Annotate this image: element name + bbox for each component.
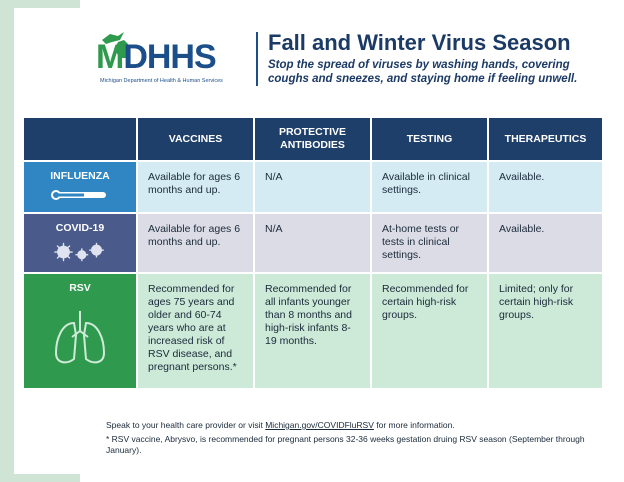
- header-testing: TESTING: [372, 118, 487, 160]
- covid-flu-rsv-link[interactable]: Michigan.gov/COVIDFluRSV: [265, 420, 374, 430]
- logo-wordmark: MDHHS: [96, 38, 216, 76]
- footer-info-line: [106, 420, 455, 430]
- row-label-rsv: [24, 274, 136, 388]
- cell-covid-antibodies: N/A: [255, 214, 370, 272]
- row-label-influenza: [24, 162, 136, 212]
- table-row-rsv: [24, 274, 602, 388]
- cell-influenza-testing: Available in clinical settings.: [372, 162, 487, 212]
- table-row-influenza: [24, 162, 602, 212]
- header-blank: [24, 118, 136, 160]
- footer-text-post: for more information.: [373, 420, 455, 430]
- cell-covid-therapeutics: Available.: [489, 214, 602, 272]
- row-label-text: COVID-19: [55, 222, 105, 234]
- cell-influenza-antibodies: N/A: [255, 162, 370, 212]
- cell-covid-testing: At-home tests or tests in clinical settings.: [372, 214, 487, 272]
- row-label-text: INFLUENZA: [50, 170, 110, 182]
- cell-covid-vaccines: Available for ages 6 months and up.: [138, 214, 253, 272]
- header-protective-antibodies: PROTECTIVE ANTIBODIES: [255, 118, 370, 160]
- logo-subtitle: Michigan Department of Health & Human Services: [100, 78, 223, 84]
- cell-influenza-vaccines: Available for ages 6 months and up.: [138, 162, 253, 212]
- cell-influenza-therapeutics: Available.: [489, 162, 602, 212]
- footer-footnote: * RSV vaccine, Abrysvo, is recommended for pregnant persons 32-36 weeks gestation druing RSV season (September through January).: [106, 434, 585, 455]
- virus-table: [24, 118, 602, 390]
- virus-icon: [50, 241, 110, 263]
- table-row-covid: [24, 214, 602, 272]
- row-label-text: RSV: [69, 282, 91, 294]
- thermometer-icon: [48, 189, 112, 201]
- row-label-covid: [24, 214, 136, 272]
- page-subtitle: Stop the spread of viruses by washing hands, covering coughs and sneezes, and staying home if feeling unwell.: [268, 59, 578, 85]
- page-title: Fall and Winter Virus Season: [268, 30, 571, 55]
- cell-rsv-antibodies: Recommended for all infants younger than 8 months and high-risk infants 8-19 months.: [255, 274, 370, 388]
- cell-rsv-therapeutics: Limited; only for certain high-risk groups.: [489, 274, 602, 388]
- footer-text-pre: Speak to your health care provider or visit: [106, 420, 266, 430]
- title-divider: [256, 32, 258, 86]
- cell-rsv-testing: Recommended for certain high-risk groups.: [372, 274, 487, 388]
- table-header-row: [24, 118, 602, 160]
- header-vaccines: VACCINES: [138, 118, 253, 160]
- header-therapeutics: THERAPEUTICS: [489, 118, 602, 160]
- cell-rsv-vaccines: Recommended for ages 75 years and older and 60-74 years who are at increased risk of RSV disease, and pregnant persons.*: [138, 274, 253, 388]
- mdhhs-logo: [96, 30, 246, 92]
- lungs-icon: [52, 309, 108, 369]
